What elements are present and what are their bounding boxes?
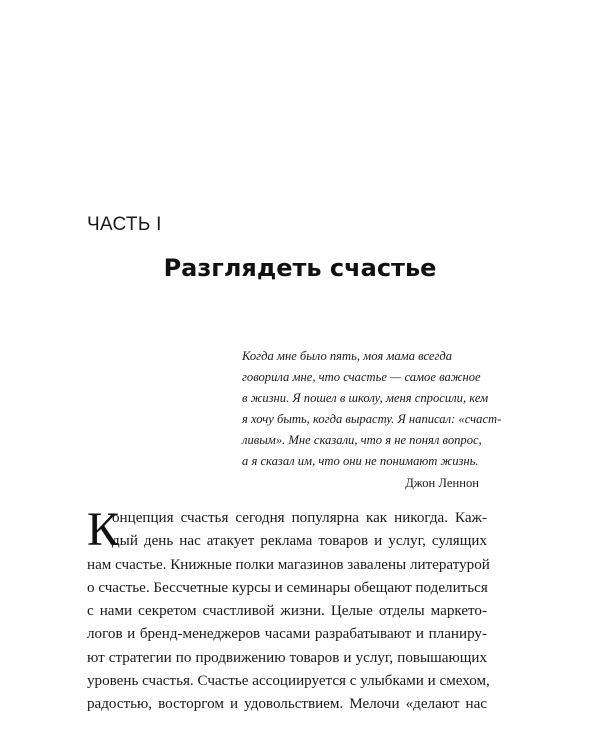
epigraph-author: Джон Леннон xyxy=(405,476,479,490)
body-line: радостью, восторгом и удовольствием. Мелочи «делают нас xyxy=(87,696,487,713)
epigraph-line: говорила мне, что счастье — самое важное xyxy=(242,370,481,384)
drop-cap: К xyxy=(87,503,120,556)
body-line: о счастье. Бессчетные курсы и семинары обещают поделиться xyxy=(87,579,488,596)
body-text xyxy=(87,503,490,717)
epigraph xyxy=(242,346,502,494)
body-line: дый день нас атакует реклама товаров и услуг, сулящих xyxy=(112,533,487,550)
body-line: логов и бренд-менеджеров часами разрабатывают и планиру- xyxy=(87,626,487,643)
body-line: уровень счастья. Счастье ассоциируется с улыбками и смехом, xyxy=(87,673,490,690)
epigraph-line: Когда мне было пять, моя мама всегда xyxy=(242,349,453,363)
epigraph-line: ливым». Мне сказали, что я не понял вопрос, xyxy=(242,433,482,447)
epigraph-line: я хочу быть, когда вырасту. Я написал: «счаст- xyxy=(242,412,502,426)
epigraph-line: а я сказал им, что они не понимают жизнь. xyxy=(242,454,479,468)
body-line: онцепция счастья сегодня популярна как никогда. Каж- xyxy=(112,510,487,526)
body-line: с нами секретом счастливой жизни. Целые отделы маркето- xyxy=(87,603,487,620)
part-label: ЧАСТЬ I xyxy=(87,214,162,235)
chapter-title: Разглядеть счастье xyxy=(163,254,437,282)
epigraph-line: в жизни. Я пошел в школу, меня спросили, кем xyxy=(242,391,489,405)
body-line: нам счастье. Книжные полки магазинов завалены литературой xyxy=(87,556,490,573)
body-line: ют стратегии по продвижению товаров и услуг, повышающих xyxy=(87,649,487,666)
